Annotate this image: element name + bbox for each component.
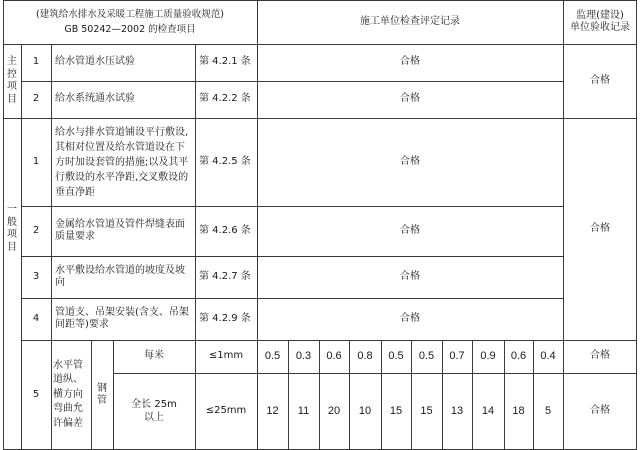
deviation-value: 15 xyxy=(420,404,433,417)
general-item-clause: 第 4.2.9 条 xyxy=(199,312,251,324)
grid-line xyxy=(113,373,637,374)
supervision-header-line2: 单位验收记录 xyxy=(570,22,630,33)
grid-line xyxy=(113,340,114,450)
deviation-value: 0.9 xyxy=(480,349,496,362)
general-acceptance: 合格 xyxy=(590,222,610,234)
standard-title-line2: GB 50242—2002 的检查项目 xyxy=(64,23,196,35)
grid-line xyxy=(319,340,320,450)
deviation-value: 0.6 xyxy=(510,349,527,362)
grid-line xyxy=(3,0,637,1)
deviation-acceptance: 合格 xyxy=(590,405,610,417)
general-item-text: 管道支、吊架安装(含支、吊架间距等)要求 xyxy=(55,306,189,330)
inspection-table xyxy=(3,0,637,450)
general-item-clause: 第 4.2.7 条 xyxy=(199,270,251,282)
main-item-result: 合格 xyxy=(400,93,420,105)
grid-line xyxy=(504,340,505,450)
deviation-value: 18 xyxy=(512,404,525,417)
grid-line xyxy=(21,44,22,450)
grid-line xyxy=(195,44,196,450)
grid-line xyxy=(411,340,412,450)
general-item-text: 给水与排水管道铺设平行敷设,其相对位置及给水管道设在下方时加设套管的措施;以及其平行敷设的水平净距,交叉敷设的垂直净距 xyxy=(55,126,189,198)
grid-line xyxy=(91,340,92,450)
deviation-value: 13 xyxy=(450,404,464,417)
supervision-header-line1: 监理(建设) xyxy=(576,9,624,21)
deviation-value: 0.8 xyxy=(357,349,373,362)
deviation-value: 11 xyxy=(297,404,310,417)
general-item-text: 金属给水管道及管件焊缝表面质量要求 xyxy=(55,218,185,242)
main-control-acceptance: 合格 xyxy=(590,74,610,86)
deviation-value: 0.5 xyxy=(418,349,435,362)
supervision-header xyxy=(563,0,637,44)
grid-line xyxy=(636,0,637,450)
deviation-value: 5 xyxy=(544,404,552,417)
grid-line xyxy=(3,44,637,45)
deviation-value: 0.4 xyxy=(540,349,556,362)
grid-line xyxy=(442,340,443,450)
deviation-value: 0.6 xyxy=(326,349,342,362)
deviation-value: 0.7 xyxy=(449,349,465,362)
grid-line xyxy=(21,298,563,299)
main-item-no: 1 xyxy=(32,56,40,68)
deviation-label: 水平管道纵、横方向弯曲允许偏差 xyxy=(53,359,83,429)
construction-record-header: 施工单位检查评定记录 xyxy=(360,15,460,27)
grid-line xyxy=(381,340,382,450)
deviation-value: 0.3 xyxy=(295,349,312,362)
general-item-result: 合格 xyxy=(400,155,420,167)
deviation-acceptance: 合格 xyxy=(590,350,610,362)
standard-title xyxy=(3,0,257,44)
grid-line xyxy=(21,206,563,207)
deviation-limit: ≤25mm xyxy=(205,405,247,417)
deviation-value: 12 xyxy=(266,404,279,417)
deviation-limit: ≤1mm xyxy=(208,350,244,362)
grid-line xyxy=(21,81,563,82)
grid-line xyxy=(257,0,258,450)
grid-line xyxy=(288,340,289,450)
main-item-text: 给水管道水压试验 xyxy=(55,56,135,68)
standard-title-line1: (建筑给水排水及采暖工程施工质量验收规范) xyxy=(36,8,224,20)
general-item-result: 合格 xyxy=(400,270,420,282)
general-item-no: 3 xyxy=(32,270,40,282)
deviation-desc: 每米 xyxy=(144,350,164,362)
main-control-category: 主控项目 xyxy=(7,56,17,105)
general-item-clause: 第 4.2.6 条 xyxy=(199,224,251,236)
grid-line xyxy=(3,118,637,119)
deviation-item-no: 5 xyxy=(32,388,40,400)
deviation-value: 20 xyxy=(327,404,341,417)
grid-line xyxy=(349,340,350,450)
general-item-no: 2 xyxy=(32,224,40,236)
general-item-no: 1 xyxy=(32,155,40,167)
deviation-pipe-type: 钢管 xyxy=(97,382,107,406)
general-item-result: 合格 xyxy=(400,312,420,324)
deviation-value: 10 xyxy=(358,404,372,417)
deviation-desc: 全长 25m 以上 xyxy=(131,399,177,423)
grid-line xyxy=(51,44,52,450)
general-category: 一般项目 xyxy=(7,204,17,253)
main-item-clause: 第 4.2.1 条 xyxy=(199,56,251,68)
main-item-clause: 第 4.2.2 条 xyxy=(199,93,251,105)
general-item-clause: 第 4.2.5 条 xyxy=(199,155,251,167)
grid-line xyxy=(472,340,473,450)
main-item-text: 给水系统通水试验 xyxy=(55,93,135,105)
deviation-value: 14 xyxy=(481,404,495,417)
grid-line xyxy=(3,0,4,450)
grid-line xyxy=(563,0,564,450)
general-item-no: 4 xyxy=(32,312,40,324)
grid-line xyxy=(533,340,534,450)
general-item-result: 合格 xyxy=(400,224,420,236)
deviation-value: 0.5 xyxy=(388,349,404,362)
general-item-text: 水平敷设给水管道的坡度及坡向 xyxy=(55,264,185,288)
main-item-result: 合格 xyxy=(400,56,420,68)
deviation-value: 15 xyxy=(389,404,403,417)
deviation-value: 0.5 xyxy=(264,349,281,362)
grid-line xyxy=(21,256,563,257)
main-item-no: 2 xyxy=(32,93,40,105)
